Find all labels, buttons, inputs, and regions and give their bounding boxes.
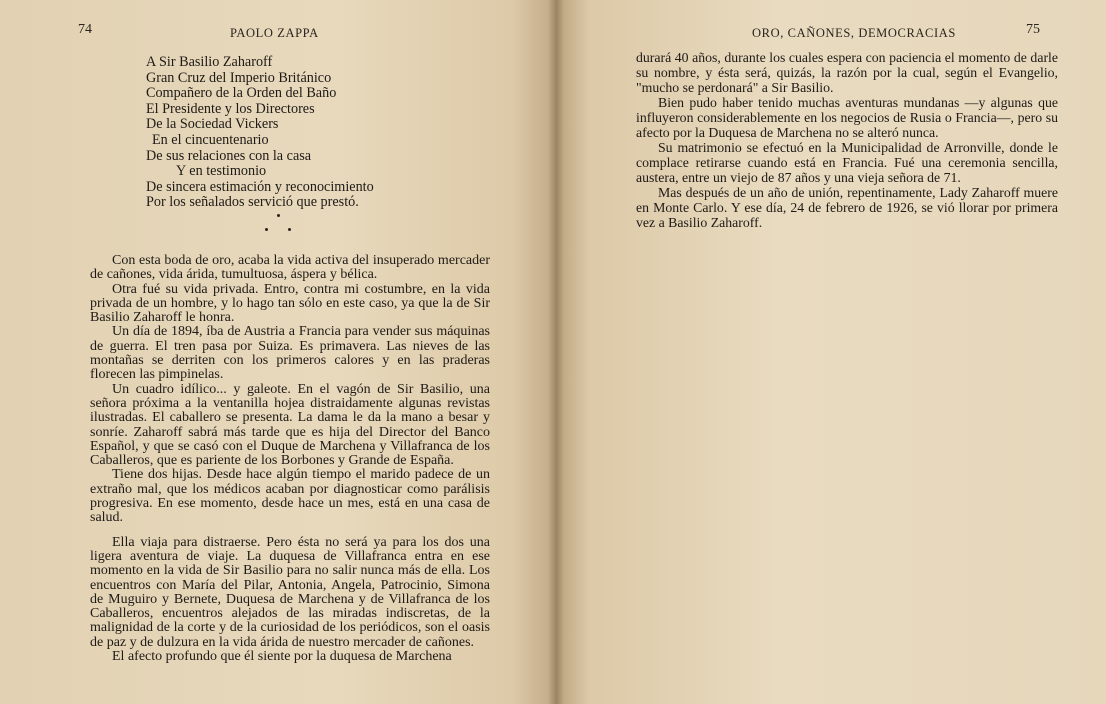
page-number-right: 75: [1026, 22, 1040, 37]
dedication-line: Compañero de la Orden del Baño: [146, 85, 337, 102]
dedication-line: De la Sociedad Vickers: [146, 116, 279, 133]
paragraph: Con esta boda de oro, acaba la vida activa del insuperado mercader de cañones, vida árida, tumultuosa, áspera y bélica.: [90, 253, 490, 283]
page-number-left: 74: [78, 22, 92, 37]
dedication-line: Y en testimonio: [176, 163, 267, 180]
dedication-line: El Presidente y los Directores: [146, 100, 315, 117]
paragraph: Mas después de un año de unión, repentinamente, Lady Zaharoff muere en Monte Carlo. Y ese día, 24 de febrero de 1926, se vió llorar por primera vez a Basilio Zaharoff.: [636, 185, 1058, 230]
paragraph: Un cuadro idílico... y galeote. En el vagón de Sir Basilio, una señora próxima a la ventanilla hojea distraidamente algunas revistas ilustradas. El caballero se presenta. La dama le da la mano a besar y sonríe. Zaharoff sabrá más tarde que es hija del Director del Banco Español, y que se casó con el Duque de Marchena y Villafranca de los Caballeros, que es pariente de los Borbones y Grande de España.: [90, 381, 490, 469]
left-body-text: [90, 254, 490, 664]
dedication-block: [146, 55, 446, 211]
paragraph: Bien pudo haber tenido muchas aventuras mundanas —y algunas que influyeron considerablemente en los negocios de Rusia o Francia—, pero su afecto por la Duquesa de Marchena no se alteró nunca.: [636, 95, 1058, 140]
running-head-right: ORO, CAÑONES, DEMOCRACIAS: [752, 26, 956, 40]
paragraph: Tiene dos hijas. Desde hace algún tiempo el marido padece de un extraño mal, que los médicos acaban por diagnosticar como parálisis progresiva. En ese momento, desde hace un mes, está en una casa de salud.: [90, 467, 490, 526]
dedication-line: De sincera estimación y reconocimiento: [146, 178, 374, 195]
paragraph: Ella viaja para distraerse. Pero ésta no será ya para los dos una ligera aventura de viaje. La duquesa de Villafranca entra en ese momento en la vida de Sir Basilio para no salir nunca más de ella. Los encuentros con María del Pilar, Antonia, Angela, Patrocinio, Simona de Muguiro y Bernete, Duquesa de Marchena y de Villafranca de los Caballeros, encuentros alejados de las miradas indiscretas, de la malignidad de la corte y de la curiosidad de los periódicos, son el oasis de paz y de dulzura en la vida árida de nuestro mercader de cañones.: [90, 534, 490, 650]
running-head-left: PAOLO ZAPPA: [230, 26, 319, 40]
dedication-line: De sus relaciones con la casa: [146, 147, 312, 164]
paragraph: El afecto profundo que él siente por la duquesa de Marchena: [112, 649, 452, 665]
paragraph: Su matrimonio se efectuó en la Municipalidad de Arronville, donde le complace retirarse cuando está en Francia. Fué una ceremonia sencilla, austera, entre un viejo de 87 años y una vieja señora de 71.: [636, 140, 1058, 185]
paragraph: Un día de 1894, íba de Austria a Francia para vender sus máquinas de guerra. El tren pasa por Suiza. Es primavera. Las nieves de las montañas se derriten con los primeros calores y en las praderas florecen las pimpinelas.: [90, 324, 490, 383]
dedication-line: En el cincuentenario: [152, 131, 269, 148]
dedication-line: Gran Cruz del Imperio Británico: [146, 69, 332, 86]
book-gutter: [548, 0, 564, 704]
right-body-text: [636, 50, 1058, 230]
section-separator-asterisks: [258, 210, 298, 234]
dedication-line: A Sir Basilio Zaharoff: [146, 54, 273, 70]
dedication-line: Por los señalados servició que prestó.: [146, 194, 359, 211]
paragraph: Otra fué su vida privada. Entro, contra mi costumbre, en la vida privada de un hombre, y lo hago tan sólo en este caso, ya que la de Sir Basilio Zaharoff le honra.: [90, 281, 490, 326]
paragraph: durará 40 años, durante los cuales espera con paciencia el momento de darle su nombre, y ésta será, quizás, la razón por la cual, según el Evangelio, "mucho se perdonará" a Sir Basilio.: [636, 50, 1058, 95]
